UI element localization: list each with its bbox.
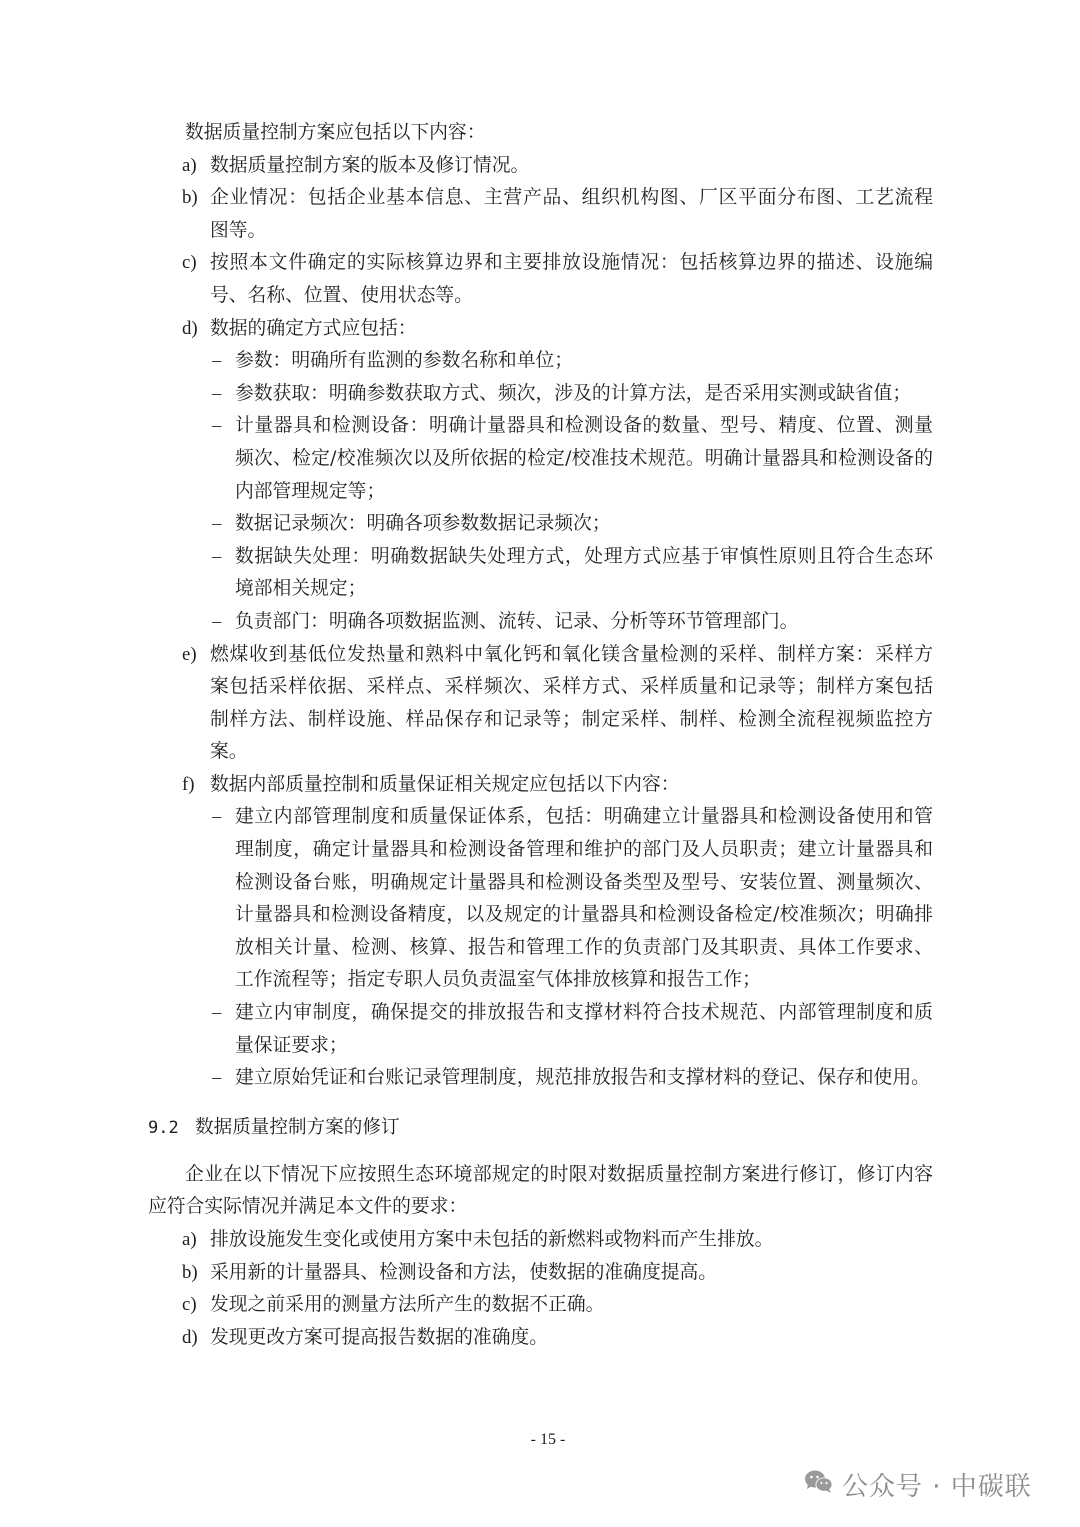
sub-item-text: 境部相关规定； xyxy=(235,578,367,600)
list-marker: a) xyxy=(182,154,197,176)
sub-item-text: 参数：明确所有监测的参数名称和单位； xyxy=(235,350,574,372)
section-number: 9.2 xyxy=(148,1117,179,1138)
sub-list-item xyxy=(212,541,933,606)
dash-marker: – xyxy=(212,1067,222,1089)
paragraph-line: 企业在以下情况下应按照生态环境部规定的时限对数据质量控制方案进行修订，修订内容 xyxy=(185,1163,933,1185)
list-item xyxy=(182,1322,933,1355)
sub-item-text: 建立内部管理制度和质量保证体系，包括：明确建立计量器具和检测设备使用和管 xyxy=(235,806,933,828)
sub-list-item xyxy=(212,997,933,1062)
sub-item-text: 参数获取：明确参数获取方式、频次，涉及的计算方法，是否采用实测或缺省值； xyxy=(235,382,912,404)
list-item xyxy=(182,247,933,312)
sub-list-item xyxy=(212,410,933,508)
list-item-text: 数据质量控制方案的版本及修订情况。 xyxy=(210,154,530,176)
dash-marker: – xyxy=(212,415,222,437)
watermark xyxy=(804,1466,1032,1502)
list-item xyxy=(182,1224,933,1257)
sub-item-text: 放相关计量、检测、核算、报告和管理工作的负责部门及其职责、具体工作要求、 xyxy=(235,936,933,958)
list-marker: f) xyxy=(182,773,195,795)
list-item-text: 发现之前采用的测量方法所产生的数据不正确。 xyxy=(210,1294,605,1316)
sub-item-text: 负责部门：明确各项数据监测、流转、记录、分析等环节管理部门。 xyxy=(235,610,799,632)
dash-marker: – xyxy=(212,806,222,828)
list-item xyxy=(182,182,933,247)
list-item-text: 案。 xyxy=(210,741,248,763)
list-marker: a) xyxy=(182,1228,197,1250)
list-item-text: 采用新的计量器具、检测设备和方法，使数据的准确度提高。 xyxy=(210,1261,718,1283)
sub-item-text: 计量器具和检测设备精度，以及规定的计量器具和检测设备检定/校准频次；明确排 xyxy=(235,904,933,926)
list-item-text: 号、名称、位置、使用状态等。 xyxy=(210,284,473,306)
list-marker: b) xyxy=(182,1261,198,1283)
paragraph-line: 应符合实际情况并满足本文件的要求： xyxy=(148,1196,468,1218)
sub-list-item xyxy=(212,508,933,541)
document-body xyxy=(0,117,1080,1354)
list-item xyxy=(182,769,933,802)
list-marker: b) xyxy=(182,187,198,209)
sub-item-text: 理制度，确定计量器具和检测设备管理和维护的部门及人员职责；建立计量器具和 xyxy=(235,839,933,861)
sub-item-text: 内部管理规定等； xyxy=(235,480,386,502)
sub-list-item xyxy=(212,801,933,997)
list-item-text: 图等。 xyxy=(210,219,267,241)
sub-list-item xyxy=(212,606,933,639)
section-title: 数据质量控制方案的修订 xyxy=(195,1116,400,1138)
list-marker: e) xyxy=(182,643,197,665)
list-marker: c) xyxy=(182,1294,197,1316)
sub-item-text: 量保证要求； xyxy=(235,1034,348,1056)
page-number: - 15 - xyxy=(530,1431,566,1448)
list-item xyxy=(182,1257,933,1290)
dash-marker: – xyxy=(212,545,222,567)
list-item xyxy=(182,639,933,769)
sub-item-text: 工作流程等；指定专职人员负责温室气体排放核算和报告工作； xyxy=(235,969,761,991)
dash-marker: – xyxy=(212,350,222,372)
sub-item-text: 数据缺失处理：明确数据缺失处理方式，处理方式应基于审慎性原则且符合生态环 xyxy=(235,545,933,567)
watermark-text: 公众号 · 中碳联 xyxy=(842,1471,1032,1502)
section-intro: 数据质量控制方案应包括以下内容： xyxy=(185,122,486,143)
list-item xyxy=(182,1289,933,1322)
list-item-text: 制样方法、制样设施、样品保存和记录等；制定采样、制样、检测全流程视频监控方 xyxy=(210,708,933,730)
list-item-text: 发现更改方案可提高报告数据的准确度。 xyxy=(210,1326,549,1348)
sub-item-text: 建立内审制度，确保提交的排放报告和支撑材料符合技术规范、内部管理制度和质 xyxy=(235,1002,933,1024)
sub-list-item xyxy=(212,378,933,411)
sub-item-text: 检测设备台账，明确规定计量器具和检测设备类型及型号、安装位置、测量频次、 xyxy=(235,871,933,893)
wechat-icon xyxy=(804,1469,834,1499)
sub-item-text: 建立原始凭证和台账记录管理制度，规范排放报告和支撑材料的登记、保存和使用。 xyxy=(235,1067,930,1089)
sub-item-text: 频次、检定/校准频次以及所依据的检定/校准技术规范。明确计量器具和检测设备的 xyxy=(235,447,933,469)
dash-marker: – xyxy=(212,382,222,404)
list-item-text: 企业情况：包括企业基本信息、主营产品、组织机构图、厂区平面分布图、工艺流程 xyxy=(210,187,933,209)
list-marker: c) xyxy=(182,252,197,274)
list-item-text: 数据的确定方式应包括： xyxy=(210,317,417,339)
dash-marker: – xyxy=(212,610,222,632)
sub-list-item xyxy=(212,1062,933,1095)
list-item-text: 排放设施发生变化或使用方案中未包括的新燃料或物料而产生排放。 xyxy=(210,1228,774,1250)
sub-list-item xyxy=(212,345,933,378)
list-item xyxy=(182,313,933,346)
list-marker: d) xyxy=(182,317,198,339)
list-item-text: 按照本文件确定的实际核算边界和主要排放设施情况：包括核算边界的描述、设施编 xyxy=(210,252,933,274)
dash-marker: – xyxy=(212,1002,222,1024)
list-item xyxy=(182,150,933,183)
list-item-text: 燃煤收到基低位发热量和熟料中氧化钙和氧化镁含量检测的采样、制样方案：采样方 xyxy=(210,643,933,665)
section-heading xyxy=(148,1112,1080,1145)
section-paragraph xyxy=(0,1159,1080,1224)
list-item-text: 数据内部质量控制和质量保证相关规定应包括以下内容： xyxy=(210,773,680,795)
sub-item-text: 计量器具和检测设备：明确计量器具和检测设备的数量、型号、精度、位置、测量 xyxy=(235,415,933,437)
dash-marker: – xyxy=(212,513,222,535)
list-marker: d) xyxy=(182,1326,198,1348)
sub-item-text: 数据记录频次：明确各项参数数据记录频次； xyxy=(235,513,611,535)
list-item-text: 案包括采样依据、采样点、采样频次、采样方式、采样质量和记录等；制样方案包括 xyxy=(210,676,933,698)
